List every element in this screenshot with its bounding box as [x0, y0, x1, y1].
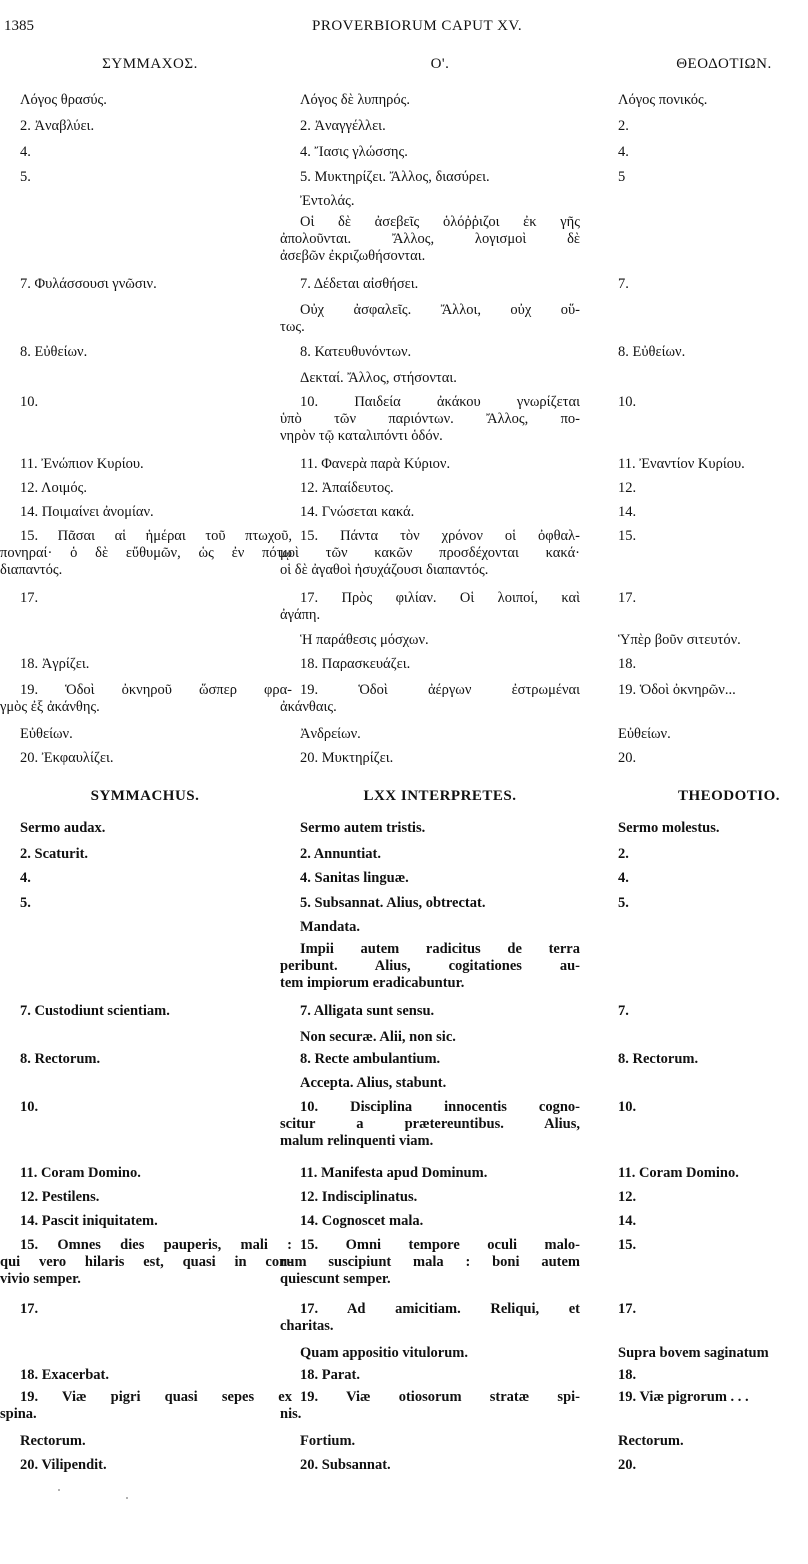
symmachus-cell	[20, 169, 292, 186]
lxx-cell	[300, 193, 580, 210]
theodotion-cell	[618, 1301, 808, 1318]
text-line: Ὑπὲρ βοῦν σιτευτόν.	[618, 632, 741, 648]
text-line: 4.	[618, 870, 629, 886]
lxx-cell	[300, 169, 580, 186]
lxx-cell	[300, 144, 580, 161]
text-line: 7.	[618, 1003, 629, 1019]
theodotion-cell	[618, 1213, 808, 1230]
symmachus-cell	[20, 1003, 292, 1020]
text-line: Quam appositio vitulorum.	[300, 1345, 468, 1361]
text-line: 18. Ἀγρίζει.	[20, 656, 90, 672]
text-line: Sermo audax.	[20, 820, 106, 836]
lxx-cell	[300, 92, 580, 109]
text-line: 12.	[618, 480, 637, 496]
text-line: 12. Pestilens.	[20, 1189, 100, 1205]
lxx-cell	[280, 1237, 580, 1288]
text-line: malum relinquenti viam.	[280, 1133, 434, 1149]
theodotion-cell	[618, 590, 808, 607]
theodotion-cell	[618, 726, 808, 743]
theodotion-cell	[618, 870, 808, 887]
text-line: charitas.	[280, 1318, 334, 1334]
text-line: 7. Δέδεται αἰσθήσει.	[300, 276, 419, 292]
page-number: 1385	[4, 18, 34, 34]
symmachus-cell	[20, 480, 292, 497]
text-line: 10.	[618, 1099, 637, 1115]
text-line: μοὶ τῶν κακῶν προσδέχονται κακά·	[280, 545, 580, 561]
symmachus-cell	[20, 1051, 292, 1068]
lxx-cell	[300, 1051, 580, 1068]
symmachus-cell	[20, 118, 292, 135]
symmachus-cell	[20, 144, 292, 161]
latin-header-theodotion: THEODOTIO.	[677, 788, 781, 804]
text-line: διαπαντός.	[0, 562, 63, 578]
text-line: 15. Omnes dies pauperis, mali :	[20, 1237, 292, 1253]
text-line: 19. Ὁδοὶ ἀέργων ἐστρωμέναι	[300, 682, 580, 698]
lxx-cell	[300, 456, 580, 473]
lxx-cell	[280, 941, 580, 992]
text-line: 17.	[618, 590, 637, 606]
text-line: 11. Φανερὰ παρὰ Κύριον.	[300, 456, 451, 472]
theodotion-cell	[618, 656, 808, 673]
text-line: 8. Recte ambulantium.	[300, 1051, 441, 1067]
lxx-cell	[300, 895, 580, 912]
text-line: Οὐχ ἀσφαλεῖς. Ἄλλοι, οὐχ οὕ-	[300, 302, 580, 318]
symmachus-cell	[20, 276, 292, 293]
theodotion-cell	[618, 1003, 808, 1020]
text-line: 12.	[618, 1189, 637, 1205]
text-line: 5.	[618, 895, 629, 911]
symmachus-cell	[0, 1389, 292, 1423]
text-line: 17.	[20, 590, 39, 606]
symmachus-cell	[20, 504, 292, 521]
lxx-cell	[300, 1213, 580, 1230]
text-line: 4.	[20, 144, 31, 160]
text-line: 8. Εὐθείων.	[20, 344, 88, 360]
lxx-cell	[300, 1457, 580, 1474]
text-line: Fortium.	[300, 1433, 356, 1449]
text-line: Rectorum.	[20, 1433, 86, 1449]
text-line: 20.	[618, 1457, 637, 1473]
text-line: Sermo autem tristis.	[300, 820, 426, 836]
text-line: Sermo molestus.	[618, 820, 720, 836]
text-line: 4. Ἴασις γλώσσης.	[300, 144, 408, 160]
text-line: Impii autem radicitus de terra	[300, 941, 580, 957]
lxx-cell	[300, 1189, 580, 1206]
symmachus-cell	[0, 682, 292, 716]
text-line: 8. Rectorum.	[618, 1051, 699, 1067]
theodotion-cell	[618, 480, 808, 497]
text-line: tem impiorum eradicabuntur.	[280, 975, 465, 991]
text-line: 10.	[20, 394, 39, 410]
theodotion-cell	[618, 528, 808, 545]
lxx-cell	[300, 480, 580, 497]
lxx-cell	[280, 1301, 580, 1335]
text-line: 19. Viæ pigri quasi sepes ex	[20, 1389, 292, 1405]
text-line: 10. Disciplina innocentis cogno-	[300, 1099, 580, 1115]
text-line: Mandata.	[300, 919, 361, 935]
text-line: 7. Alligata sunt sensu.	[300, 1003, 435, 1019]
lxx-cell	[300, 344, 580, 361]
lxx-cell	[300, 370, 580, 387]
text-line: Λόγος πονικός.	[618, 92, 708, 108]
text-line: 20.	[618, 750, 637, 766]
text-line: 5.	[20, 169, 31, 185]
text-line: 14. Pascit iniquitatem.	[20, 1213, 158, 1229]
theodotion-cell	[618, 682, 808, 699]
text-line: Ἀνδρείων.	[300, 726, 361, 742]
symmachus-cell	[20, 92, 292, 109]
theodotion-cell	[618, 632, 808, 649]
text-line: 4.	[618, 144, 629, 160]
text-line: 14.	[618, 504, 637, 520]
text-line: Ἐντολάς.	[300, 193, 355, 209]
text-line: 2. Scaturit.	[20, 846, 89, 862]
symmachus-cell	[20, 1213, 292, 1230]
greek-header-lxx: Ο'.	[430, 56, 450, 72]
text-line: 11. Ἐνώπιον Κυρίου.	[20, 456, 144, 472]
text-line: 20. Subsannat.	[300, 1457, 391, 1473]
greek-header-theodotion: ΘΕΟΔΟΤΙΩΝ.	[676, 56, 772, 72]
symmachus-cell	[0, 528, 292, 579]
symmachus-cell	[20, 750, 292, 767]
text-line: Ἡ παράθεσις μόσχων.	[300, 632, 429, 648]
text-line: γμὸς ἐξ ἀκάνθης.	[0, 699, 100, 715]
text-line: 20. Vilipendit.	[20, 1457, 107, 1473]
text-line: 12. Indisciplinatus.	[300, 1189, 418, 1205]
text-line: ὑπὸ τῶν παριόντων. Ἄλλος, πο-	[280, 411, 580, 427]
theodotion-cell	[618, 1345, 808, 1362]
text-line: peribunt. Alius, cogitationes au-	[280, 958, 580, 974]
text-line: 10.	[20, 1099, 39, 1115]
theodotion-cell	[618, 1457, 808, 1474]
text-line: 10. Παιδεία ἀκάκου γνωρίζεται	[300, 394, 580, 410]
lxx-cell	[280, 528, 580, 579]
text-line: quiescunt semper.	[280, 1271, 391, 1287]
lxx-cell	[300, 750, 580, 767]
text-line: 14. Ποιμαίνει ἀνομίαν.	[20, 504, 154, 520]
theodotion-cell	[618, 504, 808, 521]
text-line: nis.	[280, 1406, 302, 1422]
text-line: 14. Cognoscet mala.	[300, 1213, 424, 1229]
text-line: 4.	[20, 870, 31, 886]
text-line: 2. Ἀναγγέλλει.	[300, 118, 386, 134]
text-line: 18. Παρασκευάζει.	[300, 656, 411, 672]
text-line: ἀκάνθαις.	[280, 699, 337, 715]
theodotion-cell	[618, 1189, 808, 1206]
theodotion-cell	[618, 895, 808, 912]
lxx-cell	[300, 118, 580, 135]
text-line: 8. Εὐθείων.	[618, 344, 686, 360]
text-line: 4. Sanitas linguæ.	[300, 870, 409, 886]
lxx-cell	[300, 632, 580, 649]
theodotion-cell	[618, 118, 808, 135]
lxx-cell	[300, 1345, 580, 1362]
symmachus-cell	[20, 1301, 292, 1318]
text-line: 5. Μυκτηρίζει. Ἄλλος, διασύρει.	[300, 169, 490, 185]
symmachus-cell	[20, 656, 292, 673]
text-line: rum suscipiunt mala : boni autem	[280, 1254, 580, 1270]
text-line: scitur a prætereuntibus. Alius,	[280, 1116, 580, 1132]
text-line: Λόγος δὲ λυπηρός.	[300, 92, 411, 108]
symmachus-cell	[20, 846, 292, 863]
page-speck	[58, 1489, 60, 1491]
text-line: 2. Ἀναβλύει.	[20, 118, 95, 134]
lxx-cell	[300, 726, 580, 743]
theodotion-cell	[618, 750, 808, 767]
text-line: Accepta. Alius, stabunt.	[300, 1075, 447, 1091]
symmachus-cell	[20, 1189, 292, 1206]
theodotion-cell	[618, 820, 808, 837]
lxx-cell	[280, 214, 580, 265]
text-line: 7. Custodiunt scientiam.	[20, 1003, 170, 1019]
latin-header-lxx: LXX INTERPRETES.	[363, 788, 517, 804]
theodotion-cell	[618, 92, 808, 109]
symmachus-cell	[20, 726, 292, 743]
symmachus-cell	[20, 870, 292, 887]
symmachus-cell	[20, 895, 292, 912]
theodotion-cell	[618, 1099, 808, 1116]
text-line: 20. Ἐκφαυλίζει.	[20, 750, 114, 766]
text-line: ἀγάπη.	[280, 607, 321, 623]
text-line: 5. Subsannat. Alius, obtrectat.	[300, 895, 486, 911]
symmachus-cell	[20, 456, 292, 473]
text-line: Λόγος θρασύς.	[20, 92, 107, 108]
lxx-cell	[300, 1003, 580, 1020]
theodotion-cell	[618, 1237, 808, 1254]
theodotion-cell	[618, 1051, 808, 1068]
lxx-cell	[300, 870, 580, 887]
theodotion-cell	[618, 344, 808, 361]
text-line: 17. Πρὸς φιλίαν. Οἱ λοιποί, καὶ	[300, 590, 580, 606]
text-line: 5	[618, 169, 626, 185]
text-line: 7.	[618, 276, 629, 292]
text-line: 15.	[618, 528, 637, 544]
text-line: 8. Rectorum.	[20, 1051, 101, 1067]
symmachus-cell	[20, 1433, 292, 1450]
text-line: 15.	[618, 1237, 637, 1253]
text-line: 12. Λοιμός.	[20, 480, 88, 496]
text-line: 17.	[618, 1301, 637, 1317]
text-line: οἱ δὲ ἀγαθοὶ ἡσυχάζουσι διαπαντός.	[280, 562, 489, 578]
theodotion-cell	[618, 394, 808, 411]
lxx-cell	[300, 1029, 580, 1046]
symmachus-cell	[20, 344, 292, 361]
symmachus-cell	[20, 1457, 292, 1474]
lxx-cell	[300, 1165, 580, 1182]
text-line: 18.	[618, 1367, 637, 1383]
text-line: 17.	[20, 1301, 39, 1317]
text-line: 14. Γνώσεται κακά.	[300, 504, 415, 520]
text-line: 18. Parat.	[300, 1367, 360, 1383]
lxx-cell	[300, 820, 580, 837]
theodotion-cell	[618, 144, 808, 161]
lxx-cell	[300, 846, 580, 863]
lxx-cell	[280, 302, 580, 336]
text-line: ἀπολοῦνται. Ἄλλος, λογισμοὶ δὲ	[280, 231, 580, 247]
text-line: 5.	[20, 895, 31, 911]
text-line: 14.	[618, 1213, 637, 1229]
text-line: 11. Coram Domino.	[618, 1165, 739, 1181]
text-line: 18.	[618, 656, 637, 672]
text-line: 19. Viæ pigrorum . . .	[618, 1389, 749, 1405]
text-line: τως.	[280, 319, 305, 335]
text-line: 11. Ἐναντίον Κυρίου.	[618, 456, 745, 472]
greek-header-symmachus: ΣΥΜΜΑΧΟΣ.	[102, 56, 198, 72]
latin-header-symmachus: SYMMACHUS.	[90, 788, 200, 804]
page-speck	[126, 1497, 128, 1499]
theodotion-cell	[618, 456, 808, 473]
lxx-cell	[280, 1099, 580, 1150]
text-line: 7. Φυλάσσουσι γνῶσιν.	[20, 276, 157, 292]
text-line: ἀσεβῶν ἐκριζωθήσονται.	[280, 248, 426, 264]
theodotion-cell	[618, 1367, 808, 1384]
lxx-cell	[300, 1433, 580, 1450]
text-line: 2. Annuntiat.	[300, 846, 381, 862]
text-line: Εὐθείων.	[618, 726, 671, 742]
text-line: 10.	[618, 394, 637, 410]
lxx-cell	[280, 590, 580, 624]
text-line: 19. Viæ otiosorum stratæ spi-	[300, 1389, 580, 1405]
lxx-cell	[300, 504, 580, 521]
symmachus-cell	[20, 1099, 292, 1116]
lxx-cell	[300, 1367, 580, 1384]
theodotion-cell	[618, 276, 808, 293]
text-line: Rectorum.	[618, 1433, 684, 1449]
lxx-cell	[280, 394, 580, 445]
text-line: 11. Coram Domino.	[20, 1165, 141, 1181]
text-line: Δεκταί. Ἄλλος, στήσονται.	[300, 370, 457, 386]
theodotion-cell	[618, 1433, 808, 1450]
theodotion-cell	[618, 169, 808, 186]
theodotion-cell	[618, 846, 808, 863]
symmachus-cell	[0, 1237, 292, 1288]
text-line: 15. Πᾶσαι αἱ ἡμέραι τοῦ πτωχοῦ,	[20, 528, 292, 544]
text-line: qui vero hilaris est, quasi in con-	[0, 1254, 292, 1270]
lxx-cell	[280, 682, 580, 716]
text-line: 15. Omni tempore oculi malo-	[300, 1237, 580, 1253]
text-line: Supra bovem saginatum	[618, 1345, 769, 1361]
text-line: 8. Κατευθυνόντων.	[300, 344, 412, 360]
text-line: 19. Ὁδοὶ ὀκνηροῦ ὥσπερ φρα-	[20, 682, 292, 698]
symmachus-cell	[20, 1165, 292, 1182]
lxx-cell	[300, 919, 580, 936]
text-line: vivio semper.	[0, 1271, 81, 1287]
lxx-cell	[300, 656, 580, 673]
text-line: 2.	[618, 846, 629, 862]
lxx-cell	[300, 276, 580, 293]
text-line: 12. Ἀπαίδευτος.	[300, 480, 394, 496]
text-line: spina.	[0, 1406, 37, 1422]
lxx-cell	[280, 1389, 580, 1423]
text-line: 18. Exacerbat.	[20, 1367, 109, 1383]
text-line: Εὐθείων.	[20, 726, 73, 742]
text-line: νηρὸν τῷ καταλιπόντι ὁδόν.	[280, 428, 443, 444]
theodotion-cell	[618, 1389, 808, 1406]
text-line: 11. Manifesta apud Dominum.	[300, 1165, 488, 1181]
symmachus-cell	[20, 820, 292, 837]
symmachus-cell	[20, 590, 292, 607]
text-line: 2.	[618, 118, 629, 134]
running-title: PROVERBIORUM CAPUT XV.	[312, 18, 523, 34]
symmachus-cell	[20, 394, 292, 411]
theodotion-cell	[618, 1165, 808, 1182]
text-line: 19. Ὁδοὶ ὀκνηρῶν...	[618, 682, 736, 698]
symmachus-cell	[20, 1367, 292, 1384]
text-line: Οἱ δὲ ἀσεβεῖς ὁλόῤῥιζοι ἐκ γῆς	[300, 214, 580, 230]
text-line: 20. Μυκτηρίζει.	[300, 750, 394, 766]
text-line: 17. Ad amicitiam. Reliqui, et	[300, 1301, 580, 1317]
text-line: 15. Πάντα τὸν χρόνον οἱ ὀφθαλ-	[300, 528, 580, 544]
text-line: Non securæ. Alii, non sic.	[300, 1029, 456, 1045]
lxx-cell	[300, 1075, 580, 1092]
text-line: πονηραί· ὁ δὲ εὔθυμῶν, ὡς ἐν πότῳ	[0, 545, 292, 561]
